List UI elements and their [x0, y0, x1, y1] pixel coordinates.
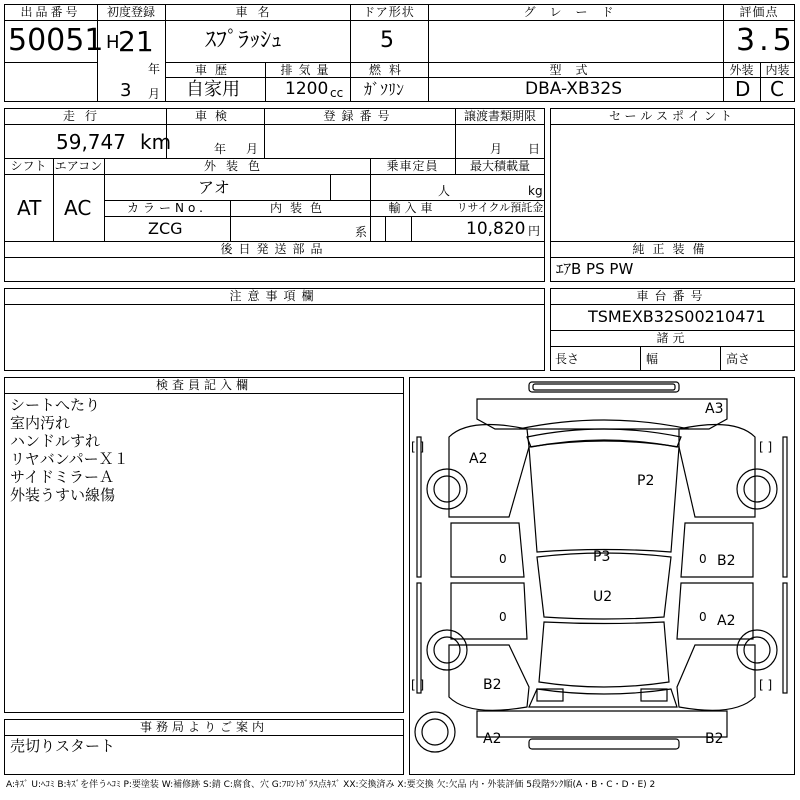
- recycle-label: リサイクル預託金: [456, 201, 544, 214]
- inspector-note: 外装うすい線傷: [10, 486, 116, 504]
- inspection-label: 車検: [194, 109, 235, 123]
- model-label: 型式: [549, 63, 602, 77]
- spec-width-label: 幅: [646, 352, 659, 366]
- registration-month: 3: [120, 80, 132, 101]
- registration-year: 21: [118, 25, 154, 58]
- era: H: [106, 32, 120, 53]
- color-number-label: カラーNo.: [127, 201, 207, 215]
- mark-p2: P2: [637, 473, 655, 489]
- genuine-equipment-label: 純正装備: [632, 242, 713, 256]
- spec-length-label: 長さ: [555, 352, 580, 366]
- exterior-grade-label: 外装: [729, 63, 754, 77]
- shift-value: AT: [17, 196, 42, 220]
- color-number-value: ZCG: [148, 219, 183, 238]
- interior-color-label: 内装色: [269, 201, 330, 215]
- mark-b2-right-door: B2: [717, 553, 736, 569]
- displacement: 1200: [285, 79, 329, 99]
- mark-zero: 0: [699, 552, 707, 566]
- inspector-note: ハンドルすれ: [10, 432, 101, 450]
- fuel-label: 燃料: [368, 63, 409, 77]
- mileage-value: 59,747: [56, 130, 126, 154]
- transfer-month-unit: 月: [490, 142, 503, 156]
- inspector-note: サイドミラーＡ: [10, 468, 114, 486]
- specs-label: 諸元: [656, 331, 689, 345]
- grade-label: グレード: [523, 5, 628, 19]
- displacement-unit: cc: [330, 86, 344, 100]
- sales-point-label: セールスポイント: [609, 109, 736, 123]
- mark-zero: 0: [499, 552, 507, 566]
- interior-color-unit: 系: [355, 225, 368, 239]
- evaluation-score: 3.5: [736, 23, 796, 58]
- mark-bracket: [ ]: [411, 440, 425, 454]
- mark-b2-bottom-right: B2: [705, 731, 724, 747]
- score-label: 評価点: [739, 5, 779, 19]
- car-name: ｽﾌﾟﾗｯｼｭ: [205, 28, 283, 53]
- interior-grade-label: 内装: [765, 63, 790, 77]
- month-unit: 月: [148, 87, 161, 101]
- mark-b2-left-rear: B2: [483, 677, 502, 693]
- exterior-grade: D: [735, 77, 751, 101]
- import-label: 輸入車: [388, 201, 437, 215]
- inspector-label: 検査員記入欄: [155, 378, 252, 392]
- max-load-label: 最大積載量: [469, 159, 530, 173]
- mark-p3: P3: [593, 549, 611, 565]
- recycle-unit: 円: [528, 224, 541, 238]
- door-label: ドア形状: [363, 5, 415, 19]
- transfer-document-label: 譲渡書類期限: [463, 109, 536, 123]
- shift-label: シフト: [10, 159, 47, 173]
- mark-bracket: [ ]: [759, 440, 773, 454]
- mark-a2-front-left: A2: [469, 451, 488, 467]
- inspector-note: 室内汚れ: [10, 414, 71, 432]
- inspection-year-unit: 年: [214, 142, 227, 156]
- notes-label: 注意事項欄: [229, 289, 320, 303]
- mark-a2-bottom-left: A2: [483, 731, 502, 747]
- lot-number: 50051: [8, 23, 104, 58]
- exterior-color-value: アオ: [198, 178, 230, 197]
- later-parts-label: 後日発送部品: [220, 242, 329, 256]
- door-count: 5: [380, 28, 394, 53]
- max-load-unit: kg: [528, 184, 543, 198]
- capacity-unit: 人: [438, 184, 451, 198]
- registration-number-label: 登録番号: [323, 109, 396, 123]
- car-name-label: 車名: [235, 5, 280, 19]
- mileage-label: 走行: [62, 109, 107, 123]
- fuel-type: ｶﾞｿﾘﾝ: [364, 80, 405, 99]
- office-label: 事務局よりご案内: [139, 720, 268, 734]
- mark-a3: A3: [705, 401, 724, 417]
- first-registration-label: 初度登録: [106, 5, 155, 19]
- mileage-unit: km: [140, 130, 172, 154]
- mark-a2-right-rear: A2: [717, 613, 736, 629]
- mark-u2: U2: [593, 589, 613, 605]
- lot-number-label: 出品番号: [20, 5, 81, 19]
- mark-bracket: [ ]: [411, 678, 425, 692]
- car-damage-diagram: [409, 377, 795, 775]
- aircon-value: AC: [64, 196, 92, 220]
- exterior-color-label: 外装色: [203, 159, 270, 173]
- year-unit: 年: [148, 62, 161, 76]
- model-code: DBA-XB32S: [525, 79, 623, 99]
- inspector-notes: [10, 396, 129, 504]
- recycle-value: 10,820: [466, 219, 526, 239]
- legend-text: A:ｷｽﾞ U:ﾍｺﾐ B:ｷｽﾞを伴うﾍｺﾐ P:要塗装 W:補修跡 S:錆 C:腐食、穴 G:ﾌﾛﾝﾄｶﾞﾗｽ点ｷｽﾞ XX:交換済み X:要交換 欠:欠品 内・外装評価 5段階ﾗﾝｸ順(A・B・C・D・E) 2: [6, 780, 656, 790]
- inspector-note: リヤバンパーＸ１: [10, 450, 129, 468]
- spec-height-label: 高さ: [726, 352, 751, 366]
- mark-zero: 0: [699, 610, 707, 624]
- mark-zero: 0: [499, 610, 507, 624]
- inspection-month-unit: 月: [246, 142, 259, 156]
- aircon-label: エアコン: [54, 159, 103, 173]
- interior-grade: C: [770, 77, 784, 101]
- transfer-day-unit: 日: [528, 142, 541, 156]
- genuine-equipment-value: ｴｱB PS PW: [556, 260, 634, 278]
- capacity-label: 乗車定員: [386, 159, 439, 173]
- mark-bracket: [ ]: [759, 678, 773, 692]
- vehicle-history: 自家用: [186, 79, 240, 100]
- history-label: 車歴: [194, 63, 235, 77]
- displacement-label: 排気量: [280, 63, 335, 77]
- inspector-note: シートへたり: [10, 396, 101, 414]
- chassis-number: TSMEXB32S00210471: [588, 307, 766, 326]
- office-message: 売切りスタート: [10, 737, 116, 755]
- chassis-label: 車台番号: [636, 289, 709, 303]
